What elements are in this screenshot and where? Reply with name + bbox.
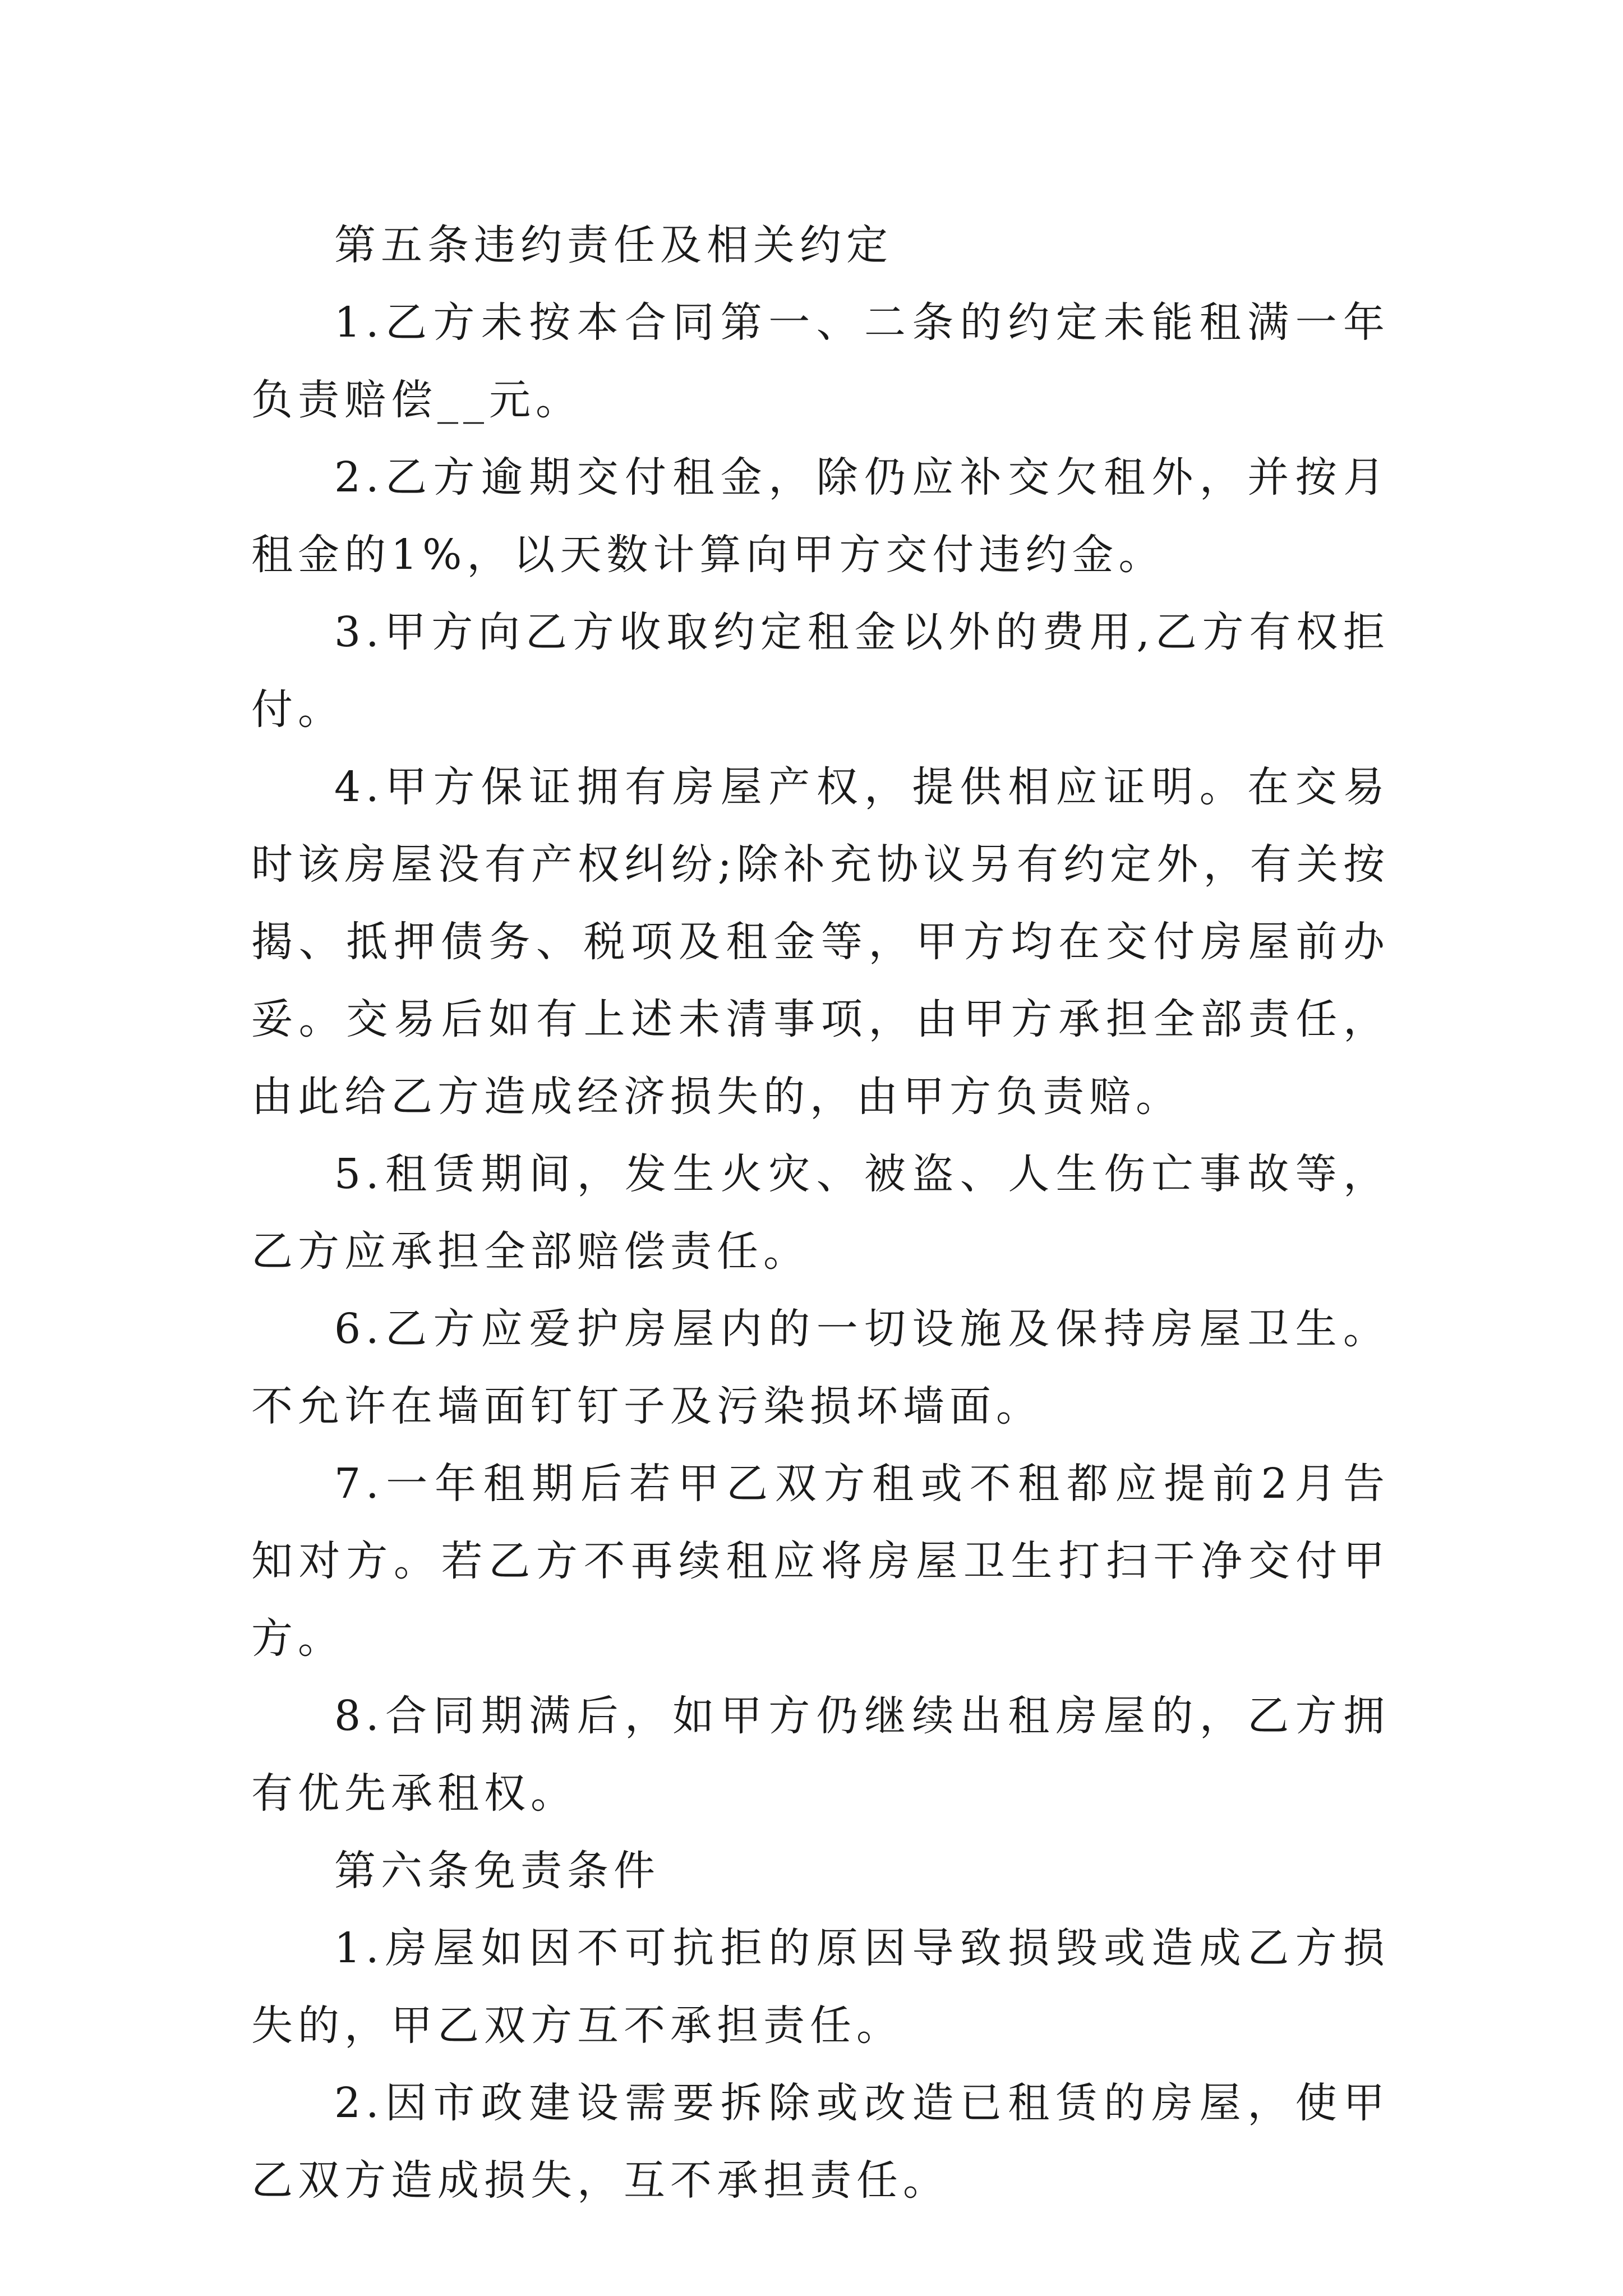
clause-5-1: 1.乙方未按本合同第一、二条的约定未能租满一年负责赔偿__元。 [251, 298, 1390, 424]
clause-5-2: 2.乙方逾期交付租金，除仍应补交欠租外，并按月租金的1%，以天数计算向甲方交付违约金。 [251, 453, 1390, 579]
clause-5-4: 4.甲方保证拥有房屋产权，提供相应证明。在交易时该房屋没有产权纠纷;除补充协议另有约定外，有关按揭、抵押债务、税项及租金等，甲方均在交付房屋前办妥。交易后如有上述未清事项，由甲方承担全部责任，由此给乙方造成经济损失的，由甲方负责赔。 [251, 763, 1390, 1121]
clause-6-2: 2.因市政建设需要拆除或改造已租赁的房屋，使甲乙双方造成损失，互不承担责任。 [251, 2079, 1390, 2205]
clause-5-5: 5.租赁期间，发生火灾、被盗、人生伤亡事故等，乙方应承担全部赔偿责任。 [251, 1150, 1390, 1276]
section-heading-article-6: 第六条免责条件 [334, 1847, 660, 1895]
clause-5-8: 8.合同期满后，如甲方仍继续出租房屋的，乙方拥有优先承租权。 [251, 1692, 1390, 1818]
document-body [251, 206, 1390, 2219]
section-heading-article-5: 第五条违约责任及相关约定 [334, 221, 893, 269]
clause-5-6: 6.乙方应爱护房屋内的一切设施及保持房屋卫生。不允许在墙面钉钉子及污染损坏墙面。 [251, 1305, 1390, 1430]
clause-5-3: 3.甲方向乙方收取约定租金以外的费用,乙方有权拒付。 [251, 608, 1390, 734]
clause-5-7: 7.一年租期后若甲乙双方租或不租都应提前2月告知对方。若乙方不再续租应将房屋卫生打扫干净交付甲方。 [251, 1460, 1390, 1663]
clause-6-1: 1.房屋如因不可抗拒的原因导致损毁或造成乙方损失的，甲乙双方互不承担责任。 [251, 1924, 1390, 2050]
